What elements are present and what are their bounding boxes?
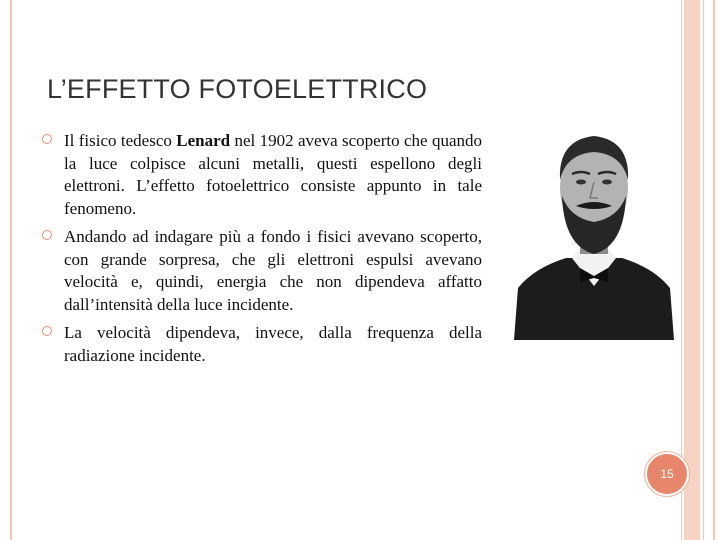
bullet-text-segment: nel 1902 aveva scoperto che quando la luce colpisce alcuni metalli, questi espellono degli elettroni. L’effetto fotoelettrico consiste appunto in tale fenomeno. <box>64 131 482 218</box>
bullet-text <box>64 226 482 316</box>
bullet-item <box>42 322 482 367</box>
bullet-item <box>42 226 482 316</box>
bullet-item <box>42 130 482 220</box>
slide-frame-right-line <box>703 0 704 540</box>
slide-title: L’EFFETTO FOTOELETTRICO <box>47 74 428 104</box>
circle-bullet-icon <box>42 134 52 144</box>
bullet-text-segment: Il fisico tedesco <box>64 131 177 150</box>
bullet-text-segment: Andando ad indagare più a fondo i fisici avevano scoperto, con grande sorpresa, che gli elettroni espulsi avevano velocità e, quindi, energia che non dipendeva affatto dall’intensità della luce incidente. <box>64 227 482 314</box>
bullet-text-segment: La velocità dipendeva, invece, dalla frequenza della radiazione incidente. <box>64 323 482 365</box>
slide-frame-left-border <box>10 0 12 540</box>
slide-frame-right-line <box>713 0 715 540</box>
page-number-badge: 15 <box>645 452 689 496</box>
circle-bullet-icon <box>42 230 52 240</box>
circle-bullet-icon <box>42 326 52 336</box>
bullet-list <box>42 130 482 373</box>
portrait-image <box>514 118 674 340</box>
bullet-text <box>64 130 482 220</box>
bullet-text <box>64 322 482 367</box>
slide-frame-right-band <box>684 0 700 540</box>
bullet-text-bold: Lenard <box>176 131 231 150</box>
